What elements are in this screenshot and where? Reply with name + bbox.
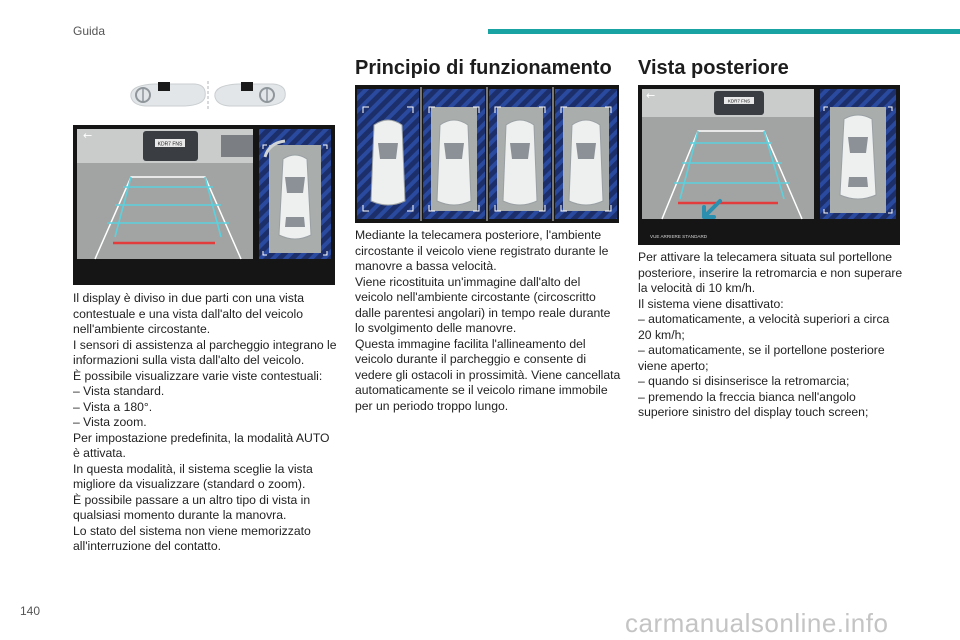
screen-mode-label: VUE ARRIERE STANDARD bbox=[650, 234, 708, 239]
car-top-view bbox=[503, 120, 537, 205]
text-line: all'interruzione del contatto. bbox=[73, 539, 221, 553]
text-line: – Vista standard. bbox=[73, 384, 165, 398]
text-line: 20 km/h; bbox=[638, 327, 685, 342]
text-line: – quando si disinserisce la retromarcia; bbox=[638, 374, 850, 388]
page-number: 140 bbox=[20, 604, 41, 618]
text-line: Lo stato del sistema non viene memorizzato bbox=[73, 523, 311, 538]
text-line: – Vista zoom. bbox=[73, 415, 147, 429]
text-line: qualsiasi momento durante la manovra. bbox=[73, 508, 287, 522]
text-line: – automaticamente, a velocità superiori a circa bbox=[638, 312, 890, 326]
split-view-screen-image bbox=[73, 125, 335, 285]
col2-body-text bbox=[355, 228, 621, 414]
text-line: vedere gli ostacoli in prossimità. Viene cancellata bbox=[355, 367, 621, 382]
license-plate-text: KDR7 FNS bbox=[157, 141, 183, 148]
text-line: Per attivare la telecamera situata sul portellone bbox=[638, 250, 893, 264]
text-line: superiore sinistro del display touch screen; bbox=[638, 405, 869, 419]
col3-body-text bbox=[638, 250, 904, 421]
text-line: Il display è diviso in due parti con una vista bbox=[73, 291, 305, 305]
header-accent-bar bbox=[488, 29, 960, 34]
back-arrow-icon[interactable]: ← bbox=[646, 89, 656, 102]
text-line: migliore da visualizzare (standard o zoom). bbox=[73, 477, 306, 491]
text-line: manovre a bassa velocità. bbox=[355, 259, 497, 273]
text-line: Questa immagine facilita l'allineamento del bbox=[355, 336, 586, 351]
text-line: veicolo durante il parcheggio e consente di bbox=[355, 352, 587, 366]
text-line: Per impostazione predefinita, la modalità AUTO bbox=[73, 430, 330, 445]
car-top-view bbox=[569, 120, 603, 205]
text-line: la velocità di 10 km/h. bbox=[638, 281, 756, 295]
text-line: contestuale e una vista dall'alto del veicolo bbox=[73, 306, 303, 321]
text-line: per un periodo troppo lungo. bbox=[355, 398, 509, 413]
car-top-view bbox=[437, 120, 471, 205]
text-line: – premendo la freccia bianca nell'angolo bbox=[638, 389, 856, 404]
back-arrow-icon[interactable]: ← bbox=[83, 129, 93, 142]
text-line: viene aperto; bbox=[638, 358, 709, 373]
text-line: Mediante la telecamera posteriore, l'ambiente bbox=[355, 228, 602, 242]
text-line: informazioni sulla vista dall'alto del veicolo. bbox=[73, 353, 305, 367]
text-line: Il sistema viene disattivato: bbox=[638, 296, 784, 311]
car-top-view bbox=[371, 120, 405, 205]
heading-principio: Principio di funzionamento bbox=[355, 57, 612, 79]
text-line: lo svolgimento delle manovre. bbox=[355, 321, 517, 335]
rear-view-screen-image bbox=[638, 85, 900, 245]
section-title: Guida bbox=[73, 24, 106, 38]
text-line: – Vista a 180°. bbox=[73, 399, 153, 414]
text-line: posteriore, inserire la retromarcia e non superare bbox=[638, 265, 903, 280]
text-line: nell'ambiente circostante. bbox=[73, 322, 211, 336]
text-line: dalle parentesi angolari) in tempo reale durante bbox=[355, 305, 611, 320]
license-plate-text: KDR7 FNS bbox=[727, 98, 751, 104]
text-line: è attivata. bbox=[73, 446, 126, 460]
text-line: È possibile visualizzare varie viste contestuali: bbox=[73, 368, 323, 383]
text-line: In questa modalità, il sistema sceglie la vista bbox=[73, 461, 313, 476]
top-view-sequence-image bbox=[355, 85, 619, 223]
col1-body-text bbox=[73, 291, 335, 555]
heading-vista-posteriore: Vista posteriore bbox=[638, 57, 789, 79]
text-line: È possibile passare a un altro tipo di vista in bbox=[73, 492, 311, 507]
text-line: automaticamente se il veicolo rimane immobile bbox=[355, 383, 608, 397]
text-line: Viene ricostituita un'immagine dall'alto del bbox=[355, 274, 581, 289]
text-line: – automaticamente, se il portellone posteriore bbox=[638, 343, 885, 357]
text-line: circostante il veicolo viene registrato durante le bbox=[355, 243, 609, 258]
watermark: carmanualsonline.info bbox=[625, 608, 889, 638]
text-line: veicolo nell'ambiente circostante (circoscritto bbox=[355, 290, 596, 304]
text-line: I sensori di assistenza al parcheggio integrano le bbox=[73, 337, 337, 352]
mirror-views-icon bbox=[125, 75, 290, 115]
